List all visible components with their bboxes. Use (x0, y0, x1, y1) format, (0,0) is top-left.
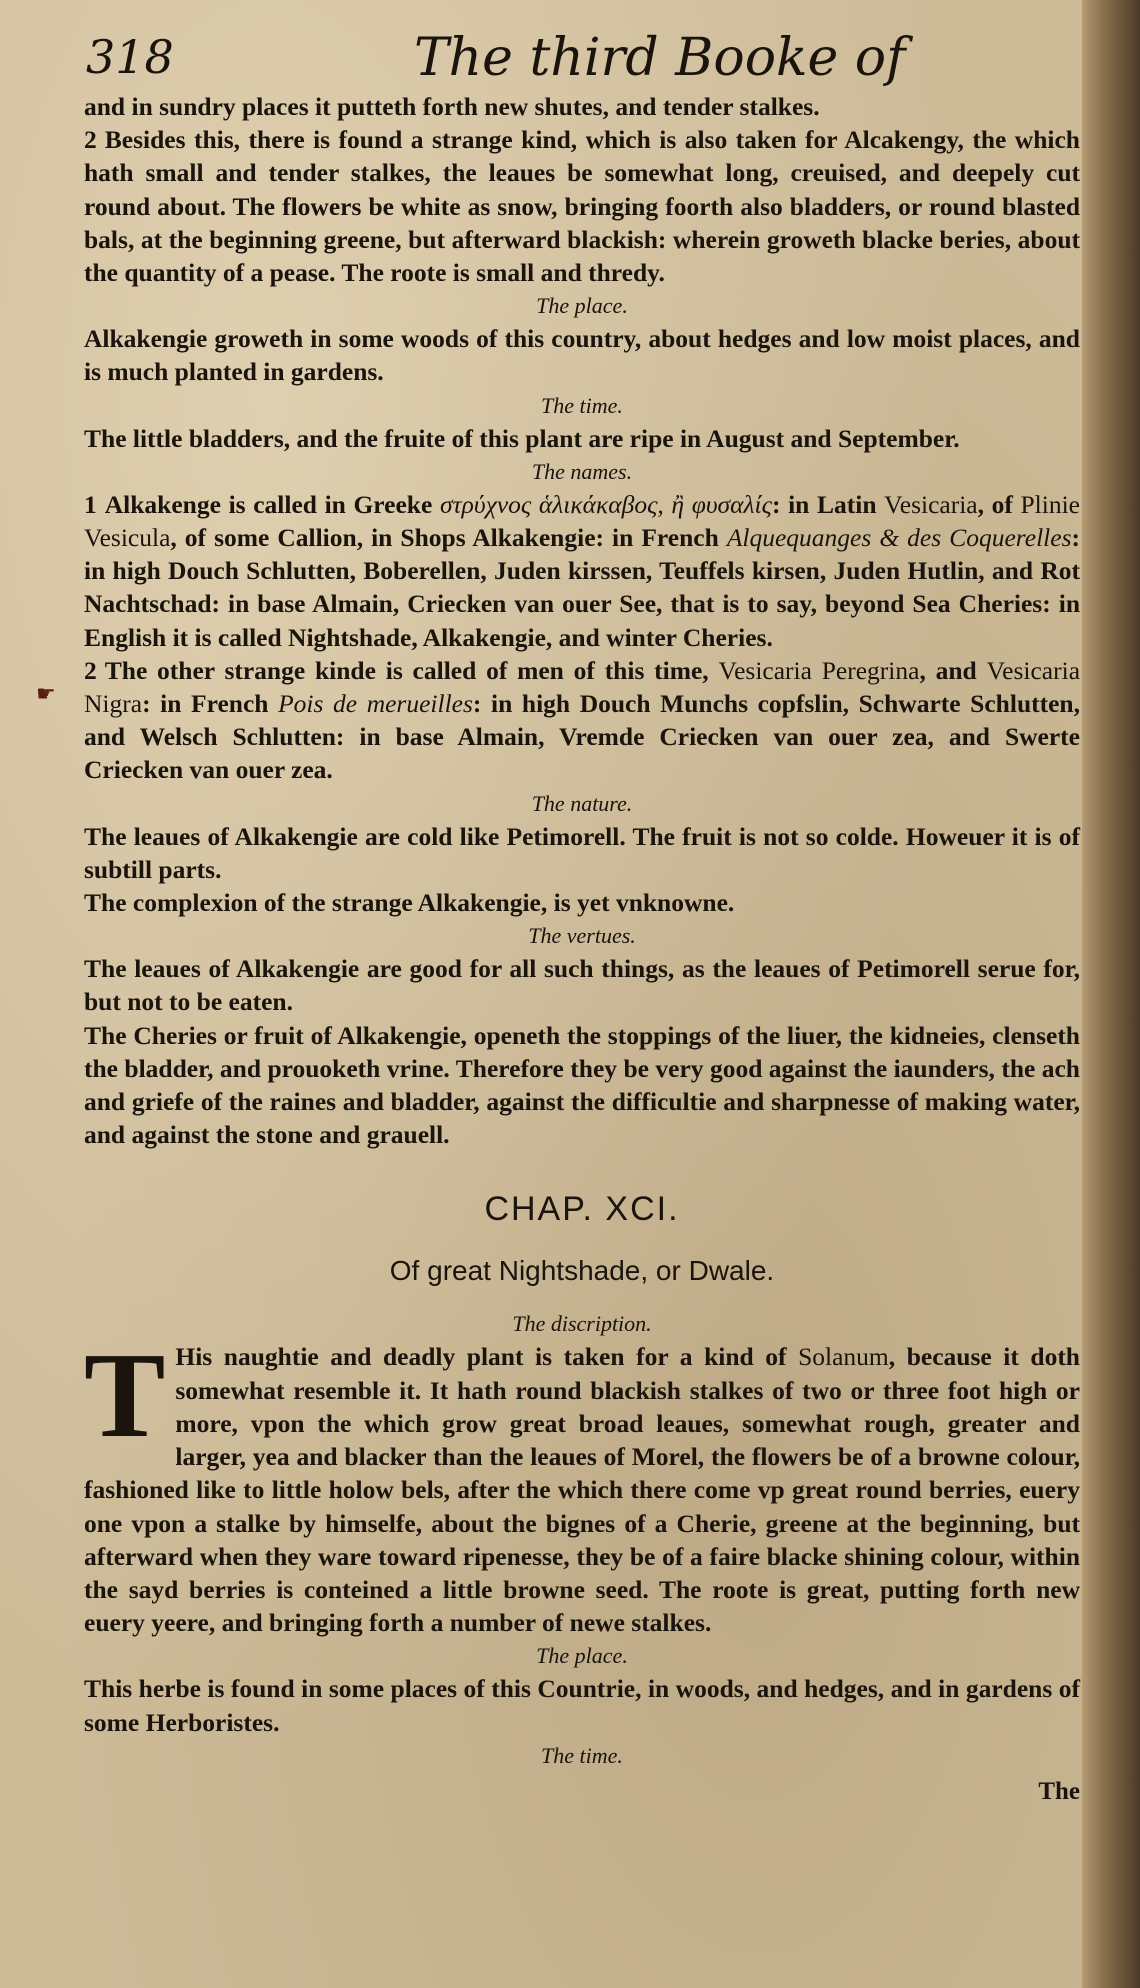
text-run: Alkakenge is called in Greeke (104, 489, 433, 519)
section-heading-nature: The nature. (531, 790, 633, 816)
names-paragraph-2 (84, 654, 1080, 787)
section-heading-names: The names. (531, 458, 633, 484)
section-heading-discription: The discription. (512, 1311, 652, 1337)
greek-name: στρύχνος ἁλικάκαβος, ἢ φυσαλίς (439, 489, 772, 519)
latin-name: Vesicaria (884, 489, 978, 519)
french-name: Pois de merueilles (278, 689, 473, 719)
nature-text-1: The leaues of Alkakengie are cold like Petimorell. The fruit is not so colde. Howeuer it is of subtill parts. (84, 821, 1080, 884)
text-run: , of some Callion, in Shops Alkakengie: in French (170, 523, 719, 553)
text-run: , because it doth somewhat resemble it. It hath round blackish stalkes of two or three foot high or more, vpon the which grow great broad leaues, somewhat rough, greater and larger, yea and blacker than the leaues of Morel, the flowers be of a browne colour, fashioned like to little holow bels, after the which there come vp great round berries, euery one vpon a stalke by himselfe, about the bignes of a Cherie, greene at the beginning, but afterward when they ware toward ripenesse, they be of a faire blacke shining colour, within the sayd berries is conteined a little browne seed. The roote is great, putting forth new euery yeere, and bringing forth a number of newe stalkes. (84, 1342, 1080, 1638)
place-text-2: This herbe is found in some places of this Countrie, in woods, and hedges, and in gardens of some Herboristes. (84, 1674, 1080, 1737)
text-run: : in high Douch Schlutten, Boberellen, Juden kirssen, Teuffels kirsen, Juden Hutlin, and Rot Nachtschad: in base Almain, Criecken van ouer See, that is to say, beyond Sea Cheries: in English it is called Nightshade, Alkakengie, and winter Cheries. (84, 523, 1080, 652)
time-text: The little bladders, and the fruite of this plant are ripe in August and September. (84, 423, 960, 453)
vertues-text-1: The leaues of Alkakengie are good for all such things, as the leaues of Petimorell serue for, but not to be eaten. (84, 954, 1080, 1017)
paragraph-number: 1 (84, 489, 97, 519)
section-heading-time-2: The time. (541, 1742, 623, 1768)
paragraph-besides (84, 123, 1080, 289)
section-heading-time: The time. (541, 392, 623, 418)
page-content (84, 28, 1080, 1806)
section-heading-place: The place. (536, 293, 628, 319)
text-run: , of (977, 489, 1013, 519)
intro-line: and in sundry places it putteth forth new shutes, and tender stalkes. (84, 92, 820, 121)
place-text: Alkakengie groweth in some woods of this country, about hedges and low moist places, and is much planted in gardens. (84, 324, 1080, 387)
page-header (84, 28, 1080, 90)
chapter-title: Of great Nightshade, or Dwale. (389, 1255, 775, 1287)
section-heading-place-2: The place. (536, 1643, 628, 1669)
latin-name: Solanum (798, 1342, 889, 1372)
french-name: Alquequanges & des Coquerelles (726, 523, 1072, 553)
running-head: The third Booke of (414, 28, 906, 88)
vertues-text-2: The Cheries or fruit of Alkakengie, openeth the stoppings of the liuer, the kidneies, clenseth the bladder, and prouoketh vrine. Therefore they be very good against the iaunders, the ach and griefe of the raines and bladder, against the difficultie and sharpnesse of making water, and against the stone and grauell. (84, 1020, 1080, 1150)
names-paragraph-1 (84, 488, 1080, 654)
text-run: The other strange kinde is called of men of this time, (104, 655, 709, 685)
drop-cap: T (84, 1328, 166, 1464)
page-number: 318 (86, 30, 174, 84)
latin-name: Vesicaria Peregrina (718, 655, 920, 685)
pliny-name: Plinie Vesicula (84, 489, 1081, 553)
latin-name: Vesicaria Nigra (84, 655, 1081, 719)
text-run: : in French (142, 689, 269, 719)
catchword: The (1038, 1777, 1080, 1805)
paragraph-text: Besides this, there is found a strange kind, which is also taken for Alcakengy, the which hath small and tender stalkes, the leaues be somewhat long, creuised, and deepely cut round about. The flowers be white as snow, bringing foorth also bladders, or round blasted bals, at the beginning greene, but afterward blackish: wherein groweth blacke beries, about the quantity of a pease. The roote is small and thredy. (84, 125, 1080, 288)
text-run: His naughtie and deadly plant is taken for a kind of (175, 1342, 787, 1372)
nature-text-2: The complexion of the strange Alkakengie, is yet vnknowne. (84, 888, 735, 918)
discription-text (84, 1328, 1080, 1639)
book-gutter (1082, 0, 1140, 1988)
text-run: , and (919, 655, 977, 685)
pointing-hand-icon: ☛ (36, 682, 56, 707)
section-heading-vertues: The vertues. (528, 923, 636, 949)
text-run: : in high Douch Munchs copfslin, Schwarte Schlutten, and Welsch Schlutten: in base Almain, Vremde Criecken van ouer zea, and Swerte Criecken van ouer zea. (84, 689, 1080, 785)
text-run: : in Latin (771, 489, 877, 519)
paragraph-number: 2 (84, 125, 97, 155)
chapter-number: CHAP. XCI. (484, 1190, 680, 1229)
paragraph-number: 2 (84, 655, 97, 685)
